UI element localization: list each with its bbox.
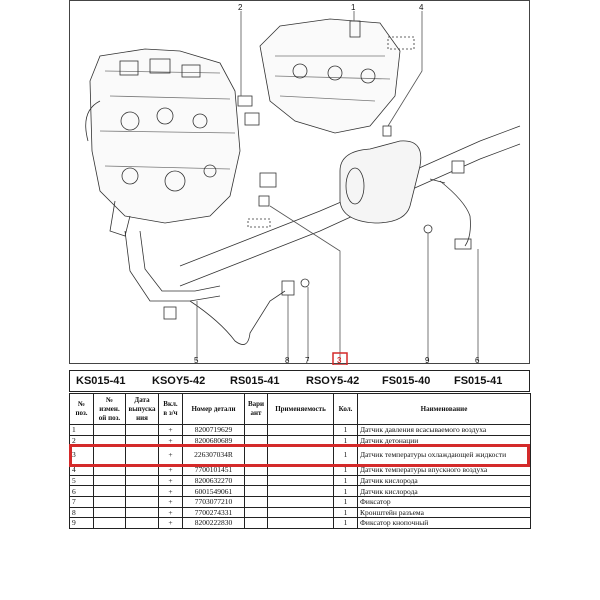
table-row[interactable] <box>70 435 531 446</box>
cell-date <box>126 475 159 486</box>
cell-name: Датчик температуры охлаждающей жидкости <box>358 446 531 465</box>
cell-qty: 1 <box>334 446 358 465</box>
cell-qty: 1 <box>334 435 358 446</box>
cell-date <box>126 425 159 436</box>
table-row[interactable] <box>70 465 531 476</box>
cell-date <box>126 486 159 497</box>
callout-5: 5 <box>194 356 199 365</box>
cell-name: Кронштейн разъема <box>358 507 531 518</box>
cell-applicability <box>268 446 334 465</box>
callout-2: 2 <box>238 3 243 12</box>
cell-name: Датчик давления всасываемого воздуха <box>358 425 531 436</box>
cell-part-no: 6001549061 <box>183 486 245 497</box>
cell-name: Датчик температуры впускного воздуха <box>358 465 531 476</box>
cell-qty: 1 <box>334 496 358 507</box>
cell-date <box>126 435 159 446</box>
table-row[interactable] <box>70 518 531 529</box>
cell-variant <box>245 446 268 465</box>
cell-name: Датчик кислорода <box>358 486 531 497</box>
model-code: KS015-41 <box>76 375 126 387</box>
callout-8: 8 <box>285 356 290 365</box>
cell-changed <box>94 465 126 476</box>
cell-name: Фиксатор <box>358 496 531 507</box>
cell-variant <box>245 435 268 446</box>
cell-incl: + <box>159 465 183 476</box>
cell-variant <box>245 425 268 436</box>
cell-qty: 1 <box>334 465 358 476</box>
model-code: FS015-41 <box>454 375 503 387</box>
cell-applicability <box>268 518 334 529</box>
cell-incl: + <box>159 496 183 507</box>
model-code: RS015-41 <box>230 375 280 387</box>
model-codes-row <box>69 370 530 392</box>
callout-7: 7 <box>305 356 310 365</box>
header-variant: Вари ант <box>245 394 268 425</box>
cell-applicability <box>268 486 334 497</box>
cell-qty: 1 <box>334 507 358 518</box>
cell-pos: 6 <box>70 486 94 497</box>
cell-part-no: 7700274331 <box>183 507 245 518</box>
cell-qty: 1 <box>334 518 358 529</box>
cell-variant <box>245 518 268 529</box>
model-code: FS015-40 <box>382 375 431 387</box>
cell-pos: 2 <box>70 435 94 446</box>
cell-qty: 1 <box>334 425 358 436</box>
cell-variant <box>245 465 268 476</box>
cell-applicability <box>268 507 334 518</box>
table-row[interactable] <box>70 486 531 497</box>
cell-pos: 4 <box>70 465 94 476</box>
cell-incl: + <box>159 507 183 518</box>
cell-date <box>126 518 159 529</box>
parts-table <box>69 393 531 529</box>
cell-qty: 1 <box>334 486 358 497</box>
table-row-highlighted[interactable] <box>70 446 531 465</box>
cell-name: Датчик детонации <box>358 435 531 446</box>
cell-variant <box>245 475 268 486</box>
cell-part-no: 8200222830 <box>183 518 245 529</box>
callout-1: 1 <box>351 3 356 12</box>
cell-applicability <box>268 425 334 436</box>
cell-changed <box>94 518 126 529</box>
table-row[interactable] <box>70 507 531 518</box>
cell-pos: 9 <box>70 518 94 529</box>
header-date: Дата выпуска ния <box>126 394 159 425</box>
cell-part-no: 7703077210 <box>183 496 245 507</box>
cell-changed <box>94 496 126 507</box>
table-row[interactable] <box>70 425 531 436</box>
callout-6: 6 <box>475 356 480 365</box>
header-part-no: Номер детали <box>183 394 245 425</box>
cell-incl: + <box>159 425 183 436</box>
cell-pos: 5 <box>70 475 94 486</box>
cell-incl: + <box>159 486 183 497</box>
cell-name: Датчик кислорода <box>358 475 531 486</box>
cell-part-no: 7700101451 <box>183 465 245 476</box>
cell-variant <box>245 507 268 518</box>
cell-date <box>126 446 159 465</box>
cell-changed <box>94 425 126 436</box>
cell-applicability <box>268 475 334 486</box>
callout-4: 4 <box>419 3 424 12</box>
cell-variant <box>245 486 268 497</box>
header-name: Наименование <box>358 394 531 425</box>
cell-part-no: 8200719629 <box>183 425 245 436</box>
cell-changed <box>94 486 126 497</box>
cell-part-no: 8200680689 <box>183 435 245 446</box>
cell-part-no: 8200632270 <box>183 475 245 486</box>
header-pos: № поз. <box>70 394 94 425</box>
cell-incl: + <box>159 475 183 486</box>
cell-changed <box>94 435 126 446</box>
cell-name: Фиксатор кнопочный <box>358 518 531 529</box>
header-applicability: Применяемость <box>268 394 334 425</box>
cell-incl: + <box>159 518 183 529</box>
cell-pos: 7 <box>70 496 94 507</box>
cell-date <box>126 465 159 476</box>
callout-3: 3 <box>337 356 342 365</box>
catalytic-converter <box>340 141 421 223</box>
engine-block <box>90 49 240 223</box>
header-qty: Кол. <box>334 394 358 425</box>
cell-changed <box>94 475 126 486</box>
cell-applicability <box>268 435 334 446</box>
cell-date <box>126 507 159 518</box>
model-code: KSOY5-42 <box>152 375 206 387</box>
table-row[interactable] <box>70 496 531 507</box>
cell-incl: + <box>159 446 183 465</box>
header-incl: Вкл. в з/ч <box>159 394 183 425</box>
callout-9: 9 <box>425 356 430 365</box>
cell-pos: 8 <box>70 507 94 518</box>
cell-pos: 3 <box>70 446 94 465</box>
cell-applicability <box>268 496 334 507</box>
table-row[interactable] <box>70 475 531 486</box>
cell-incl: + <box>159 435 183 446</box>
cell-part-no: 226307034R <box>183 446 245 465</box>
cell-changed <box>94 507 126 518</box>
cell-qty: 1 <box>334 475 358 486</box>
engine-drawing <box>70 1 531 365</box>
cell-variant <box>245 496 268 507</box>
cell-changed <box>94 446 126 465</box>
cell-date <box>126 496 159 507</box>
cell-pos: 1 <box>70 425 94 436</box>
header-changed: № измен. ой поз. <box>94 394 126 425</box>
table-header-row <box>70 394 531 425</box>
model-code: RSOY5-42 <box>306 375 360 387</box>
parts-diagram <box>69 0 530 364</box>
cell-applicability <box>268 465 334 476</box>
